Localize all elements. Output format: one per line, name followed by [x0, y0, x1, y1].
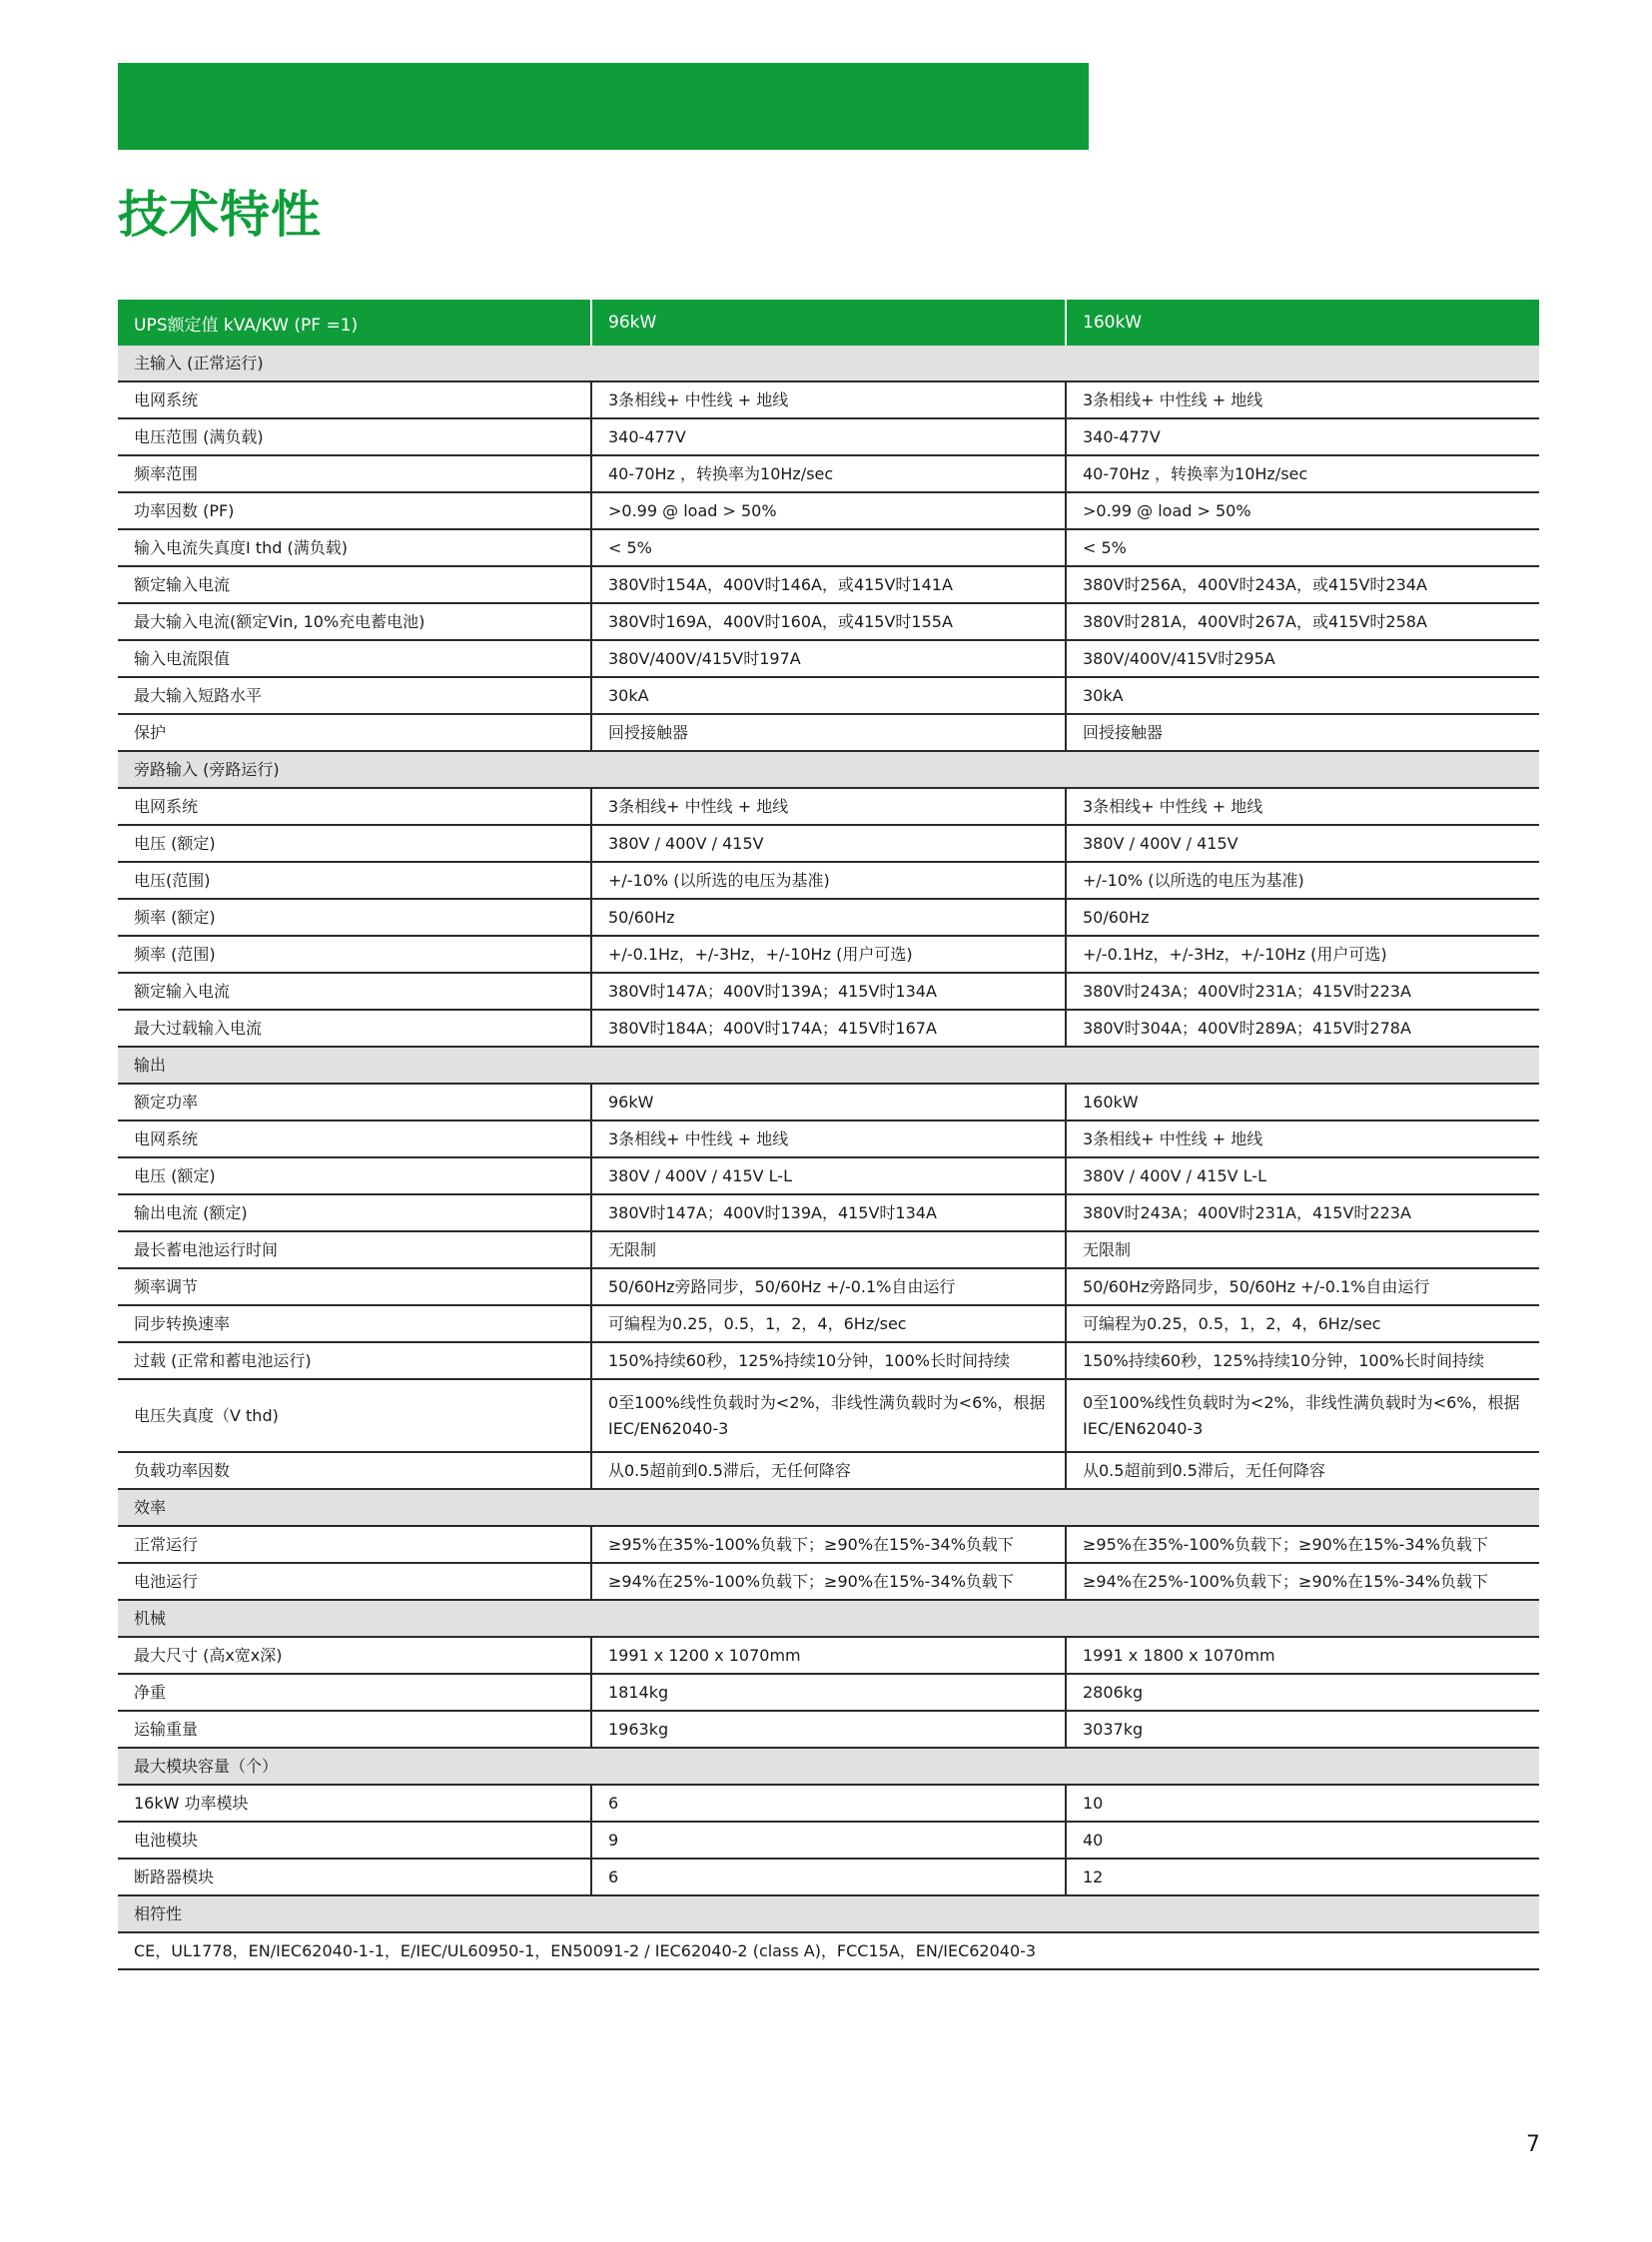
- table-row: [118, 677, 1539, 714]
- value-96kw: +/-0.1Hz，+/-3Hz，+/-10Hz (用户可选): [591, 936, 1066, 973]
- table-row: [118, 603, 1539, 640]
- section-row: [118, 1895, 1539, 1932]
- section-label: 相符性: [118, 1895, 1539, 1932]
- value-96kw: ≥95%在35%-100%负载下；≥90%在15%-34%负载下: [591, 1526, 1066, 1563]
- section-label: 最大模块容量（个）: [118, 1748, 1539, 1785]
- section-label: 旁路输入 (旁路运行): [118, 751, 1539, 788]
- table-row: [118, 492, 1539, 529]
- value-96kw: >0.99 @ load > 50%: [591, 492, 1066, 529]
- spec-label: 电压 (额定): [118, 1157, 591, 1194]
- spec-label: 频率调节: [118, 1268, 591, 1305]
- value-160kw: 160kW: [1066, 1084, 1539, 1121]
- value-160kw: +/-0.1Hz，+/-3Hz，+/-10Hz (用户可选): [1066, 936, 1539, 973]
- value-160kw: < 5%: [1066, 529, 1539, 566]
- spec-label: 正常运行: [118, 1526, 591, 1563]
- spec-label: 额定输入电流: [118, 973, 591, 1010]
- value-160kw: 380V时304A；400V时289A；415V时278A: [1066, 1010, 1539, 1047]
- spec-label: 最大输入电流(额定Vin, 10%充电蓄电池): [118, 603, 591, 640]
- table-row: [118, 566, 1539, 603]
- value-96kw: 150%持续60秒，125%持续10分钟，100%长时间持续: [591, 1342, 1066, 1379]
- value-96kw: 9: [591, 1822, 1066, 1859]
- spec-label: 输入电流限值: [118, 640, 591, 677]
- value-160kw: 380V时243A；400V时231A，415V时223A: [1066, 1194, 1539, 1231]
- table-row: [118, 1785, 1539, 1822]
- section-label: 机械: [118, 1600, 1539, 1637]
- value-160kw: 380V / 400V / 415V L-L: [1066, 1157, 1539, 1194]
- section-row: [118, 1600, 1539, 1637]
- header-cell: 160kW: [1066, 300, 1539, 346]
- value-160kw: 0至100%线性负载时为<2%，非线性满负载时为<6%，根据IEC/EN62040-3: [1066, 1379, 1539, 1452]
- value-96kw: 无限制: [591, 1231, 1066, 1268]
- value-96kw: 40-70Hz ，转换率为10Hz/sec: [591, 455, 1066, 492]
- value-160kw: 3条相线+ 中性线 + 地线: [1066, 381, 1539, 418]
- table-row: [118, 1305, 1539, 1342]
- value-160kw: 1991 x 1800 x 1070mm: [1066, 1637, 1539, 1674]
- value-96kw: 从0.5超前到0.5滞后，无任何降容: [591, 1452, 1066, 1489]
- value-160kw: 12: [1066, 1859, 1539, 1895]
- table-row: [118, 1822, 1539, 1859]
- spec-label: 电网系统: [118, 381, 591, 418]
- table-row: [118, 1121, 1539, 1157]
- value-96kw: 50/60Hz旁路同步，50/60Hz +/-0.1%自由运行: [591, 1268, 1066, 1305]
- value-160kw: 380V时281A，400V时267A，或415V时258A: [1066, 603, 1539, 640]
- table-row: [118, 640, 1539, 677]
- value-160kw: 10: [1066, 1785, 1539, 1822]
- header-cell: 96kW: [591, 300, 1066, 346]
- table-row: [118, 1157, 1539, 1194]
- section-label: 效率: [118, 1489, 1539, 1526]
- table-row: [118, 455, 1539, 492]
- value-160kw: 3条相线+ 中性线 + 地线: [1066, 788, 1539, 825]
- table-row: [118, 714, 1539, 751]
- section-label: 主输入 (正常运行): [118, 346, 1539, 381]
- spec-label: 最大过载输入电流: [118, 1010, 591, 1047]
- value-160kw: >0.99 @ load > 50%: [1066, 492, 1539, 529]
- value-160kw: 回授接触器: [1066, 714, 1539, 751]
- spec-label: 负载功率因数: [118, 1452, 591, 1489]
- section-label: 输出: [118, 1047, 1539, 1084]
- value-96kw: 6: [591, 1859, 1066, 1895]
- table-body: [118, 346, 1539, 1969]
- value-160kw: 50/60Hz旁路同步，50/60Hz +/-0.1%自由运行: [1066, 1268, 1539, 1305]
- table-row: [118, 1711, 1539, 1748]
- value-160kw: ≥94%在25%-100%负载下；≥90%在15%-34%负载下: [1066, 1563, 1539, 1600]
- value-160kw: 380V / 400V / 415V: [1066, 825, 1539, 862]
- spec-label: 电压(范围): [118, 862, 591, 899]
- spec-label: 电网系统: [118, 1121, 591, 1157]
- spec-label: 同步转换速率: [118, 1305, 591, 1342]
- table-row: [118, 418, 1539, 455]
- page-title: 技术特性: [118, 186, 322, 244]
- spec-label: 最大输入短路水平: [118, 677, 591, 714]
- section-row: [118, 346, 1539, 381]
- table-header-row: [118, 300, 1539, 346]
- value-96kw: 1963kg: [591, 1711, 1066, 1748]
- table-row: [118, 1674, 1539, 1711]
- value-96kw: 3条相线+ 中性线 + 地线: [591, 788, 1066, 825]
- table-row: [118, 899, 1539, 936]
- section-row: [118, 751, 1539, 788]
- value-96kw: 380V时147A；400V时139A，415V时134A: [591, 1194, 1066, 1231]
- value-160kw: ≥95%在35%-100%负载下；≥90%在15%-34%负载下: [1066, 1526, 1539, 1563]
- spec-label: 电压失真度（V thd): [118, 1379, 591, 1452]
- spec-label: 电压范围 (满负载): [118, 418, 591, 455]
- spec-label: 输入电流失真度I thd (满负载): [118, 529, 591, 566]
- value-96kw: 380V/400V/415V时197A: [591, 640, 1066, 677]
- table-row: [118, 936, 1539, 973]
- spec-label: 16kW 功率模块: [118, 1785, 591, 1822]
- table-row: [118, 1379, 1539, 1452]
- compliance-text: CE，UL1778，EN/IEC62040-1-1，E/IEC/UL60950-1，EN50091-2 / IEC62040-2 (class A)，FCC15A，EN/IEC62040-3: [118, 1932, 1539, 1969]
- spec-label: 额定输入电流: [118, 566, 591, 603]
- value-160kw: 50/60Hz: [1066, 899, 1539, 936]
- spec-label: 保护: [118, 714, 591, 751]
- value-160kw: +/-10% (以所选的电压为基准): [1066, 862, 1539, 899]
- table-row: [118, 1859, 1539, 1895]
- value-96kw: 50/60Hz: [591, 899, 1066, 936]
- spec-label: 额定功率: [118, 1084, 591, 1121]
- table-row: [118, 1526, 1539, 1563]
- table-row: [118, 529, 1539, 566]
- table-row: [118, 1084, 1539, 1121]
- table-row: [118, 788, 1539, 825]
- table-row: [118, 1452, 1539, 1489]
- value-160kw: 380V时256A，400V时243A，或415V时234A: [1066, 566, 1539, 603]
- spec-label: 频率 (范围): [118, 936, 591, 973]
- value-96kw: 回授接触器: [591, 714, 1066, 751]
- spec-label: 运输重量: [118, 1711, 591, 1748]
- value-160kw: 2806kg: [1066, 1674, 1539, 1711]
- value-96kw: 6: [591, 1785, 1066, 1822]
- value-96kw: 380V时154A，400V时146A，或415V时141A: [591, 566, 1066, 603]
- spec-label: 输出电流 (额定): [118, 1194, 591, 1231]
- value-96kw: 3条相线+ 中性线 + 地线: [591, 381, 1066, 418]
- value-96kw: 380V / 400V / 415V L-L: [591, 1157, 1066, 1194]
- spec-label: 净重: [118, 1674, 591, 1711]
- value-96kw: 0至100%线性负载时为<2%，非线性满负载时为<6%，根据IEC/EN62040-3: [591, 1379, 1066, 1452]
- value-160kw: 可编程为0.25，0.5，1，2，4，6Hz/sec: [1066, 1305, 1539, 1342]
- value-160kw: 3037kg: [1066, 1711, 1539, 1748]
- value-160kw: 380V时243A；400V时231A；415V时223A: [1066, 973, 1539, 1010]
- spec-label: 电网系统: [118, 788, 591, 825]
- value-96kw: < 5%: [591, 529, 1066, 566]
- section-row: [118, 1047, 1539, 1084]
- spec-label: 电池运行: [118, 1563, 591, 1600]
- table-row: [118, 825, 1539, 862]
- spec-label: 频率 (额定): [118, 899, 591, 936]
- value-96kw: 96kW: [591, 1084, 1066, 1121]
- value-96kw: 340-477V: [591, 418, 1066, 455]
- value-160kw: 从0.5超前到0.5滞后，无任何降容: [1066, 1452, 1539, 1489]
- value-160kw: 380V/400V/415V时295A: [1066, 640, 1539, 677]
- value-160kw: 30kA: [1066, 677, 1539, 714]
- value-96kw: 380V / 400V / 415V: [591, 825, 1066, 862]
- spec-label: 功率因数 (PF): [118, 492, 591, 529]
- table-row: [118, 1010, 1539, 1047]
- value-96kw: 380V时169A，400V时160A，或415V时155A: [591, 603, 1066, 640]
- table-row: [118, 1342, 1539, 1379]
- table-row: [118, 973, 1539, 1010]
- spec-label: 过载 (正常和蓄电池运行): [118, 1342, 591, 1379]
- value-96kw: ≥94%在25%-100%负载下；≥90%在15%-34%负载下: [591, 1563, 1066, 1600]
- table-row: [118, 862, 1539, 899]
- spec-table: [118, 300, 1539, 1970]
- compliance-row: [118, 1932, 1539, 1969]
- table-row: [118, 1637, 1539, 1674]
- spec-label: 断路器模块: [118, 1859, 591, 1895]
- spec-label: 电池模块: [118, 1822, 591, 1859]
- value-160kw: 150%持续60秒，125%持续10分钟，100%长时间持续: [1066, 1342, 1539, 1379]
- value-96kw: +/-10% (以所选的电压为基准): [591, 862, 1066, 899]
- table-row: [118, 1231, 1539, 1268]
- section-row: [118, 1748, 1539, 1785]
- table-row: [118, 1563, 1539, 1600]
- value-160kw: 40-70Hz ，转换率为10Hz/sec: [1066, 455, 1539, 492]
- value-96kw: 380V时147A；400V时139A；415V时134A: [591, 973, 1066, 1010]
- value-160kw: 无限制: [1066, 1231, 1539, 1268]
- table-row: [118, 381, 1539, 418]
- value-160kw: 40: [1066, 1822, 1539, 1859]
- value-96kw: 1814kg: [591, 1674, 1066, 1711]
- spec-label: 最大尺寸 (高x宽x深): [118, 1637, 591, 1674]
- value-96kw: 380V时184A；400V时174A；415V时167A: [591, 1010, 1066, 1047]
- spec-label: 最长蓄电池运行时间: [118, 1231, 591, 1268]
- header-color-bar: [118, 63, 1089, 150]
- section-row: [118, 1489, 1539, 1526]
- value-160kw: 340-477V: [1066, 418, 1539, 455]
- value-96kw: 可编程为0.25，0.5，1，2，4，6Hz/sec: [591, 1305, 1066, 1342]
- header-cell: UPS额定值 kVA/KW (PF =1): [118, 300, 591, 346]
- spec-label: 频率范围: [118, 455, 591, 492]
- spec-label: 电压 (额定): [118, 825, 591, 862]
- value-96kw: 1991 x 1200 x 1070mm: [591, 1637, 1066, 1674]
- value-96kw: 3条相线+ 中性线 + 地线: [591, 1121, 1066, 1157]
- value-160kw: 3条相线+ 中性线 + 地线: [1066, 1121, 1539, 1157]
- table-row: [118, 1194, 1539, 1231]
- table-row: [118, 1268, 1539, 1305]
- value-96kw: 30kA: [591, 677, 1066, 714]
- page-number: 7: [1526, 2132, 1540, 2157]
